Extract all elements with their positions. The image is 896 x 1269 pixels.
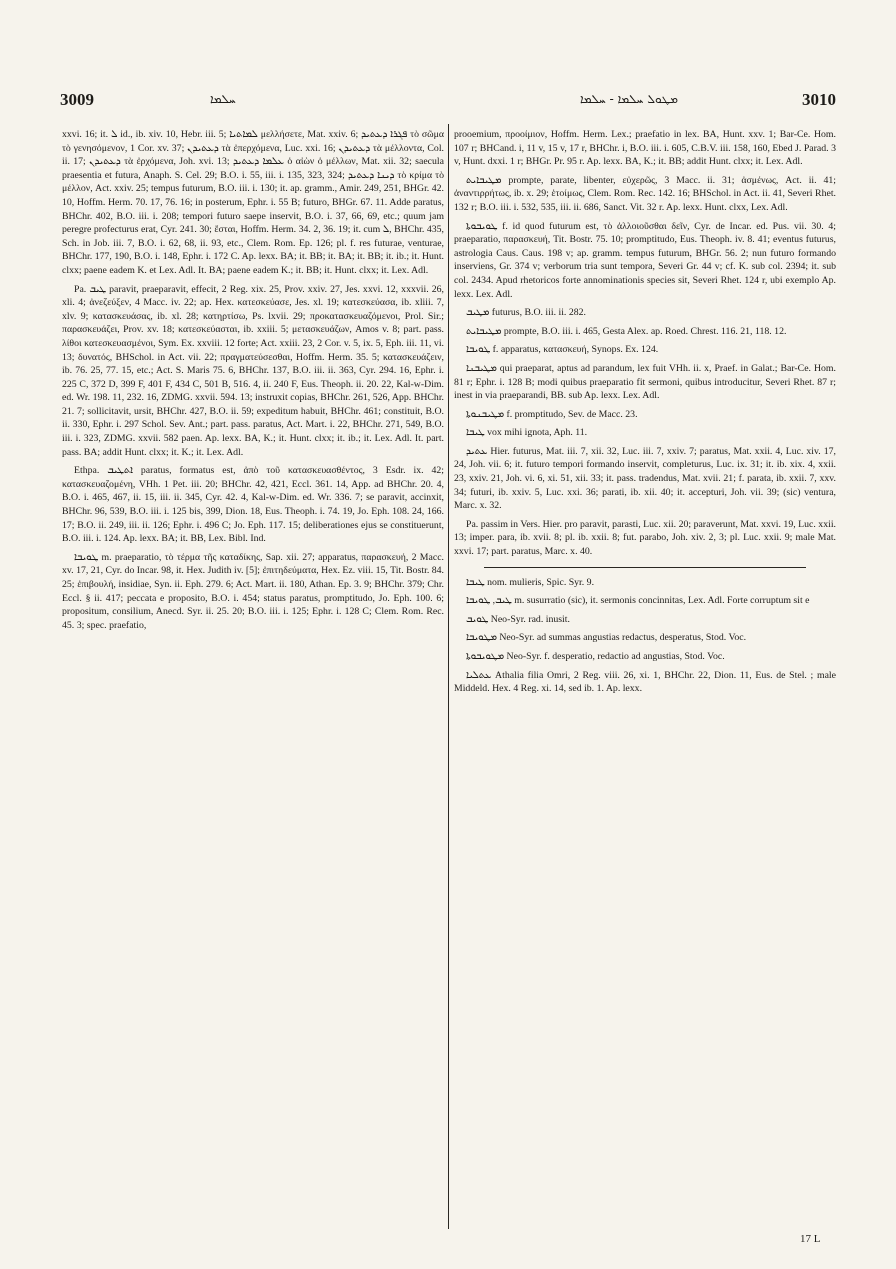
section-rule: [484, 567, 806, 568]
entry-paragraph: ܛܝܒ, ܛܘܝܒܐ m. susurratio (sic), it. sermonis concinnitas, Lex. Adl. Forte corruptum sit e: [466, 595, 810, 607]
entry-paragraph: xxvi. 16; it. ܠ id., ib. xiv. 10, Hebr. iii. 5; ܠܡܐܬܝܐ μελλήσετε, Mat. xxiv. 6; ܦܓܪܐ ܕܥܬܝܕ τὸ σῶμα τὸ γενησόμενον, 1 Cor. xv. 37; ܕܥܬܝܕܢ τὰ ἐπερχόμενα, Luc. xxi. 16; ܕܥܬܝܕܢ τὰ μέλλοντα, Col. ii. 17; ܕܥܬܝܕܢ τὰ ἐρχόμενα, Joh. xvi. 13; ܥܠܡܐ ܕܥܬܝܕ ὁ αἰὼν ὁ μέλλων, Mat. xii. 32; saecula praesentia et futura, Anaph. S. Cel. 29; B.O. i. 55, iii. i. 135, 323, 324; ܕܝܢܐ ܕܥܬܝܕ τὸ κρίμα τὸ μέλλον, Act. xxiv. 25; tempus futurum, B.O. iii. i. 130; it. ap. gramm., Amir. 249, 251, BHGr. 42. 10, Hoffm. Herm. 70. 17, 76. 16; in posterum, Ephr. i. 55 B; futuro, BHGr. 67. 11. Adde paratus, BHChr. 402, B.O. iii. i. 208; tempori futuro saepe inservit, B.O. i. 37, 66, 69, etc.; quum jam peregre profecturus erat, Cyr. 241. 30; ἔσται, Hoffm. Herm. 34. 2, 36. 19; it. cum ܠ, BHChr. 435, Sch. in Job. iii. 7, B.O. i. 62, 68, ii. 93, etc., Clem. Rom. Ep. 126; pl. f. res futurae, venturae, BHChr. 177, 190, B.O. i. 148, Ephr. i. 172 C. Ap. lexx. BA; it. BB; it. BA; it. BB; it. ib.; it. Hunt. clxx; paene eadem K. et Lex. Adl. It. BA; paene eadem K.; it. BB; it. Hunt. clxx; it. Lex. Adl.: [62, 129, 444, 276]
right-page-number: 3010: [802, 90, 836, 109]
left-page-number: 3009: [60, 90, 94, 109]
entry-paragraph: ܡܛܘܝܒܐ Neo-Syr. ad summas angustias redactus, desperatus, Stod. Voc.: [466, 632, 747, 644]
entry-paragraph: ܥܬܠܝܐ Athalia filia Omri, 2 Reg. viii. 26, xi. 1, BHChr. 22, Dion. 11, Eus. de Stel. ; male Middeld. Hex. 4 Reg. xi. 14, sed ib. 1. Ap. lexx.: [454, 669, 836, 695]
entry-paragraph: ܛܝܒܐ nom. mulieris, Spic. Syr. 9.: [466, 576, 595, 588]
entry-paragraph: ܡܛܝܒ futurus, B.O. iii. ii. 282.: [466, 307, 586, 319]
signature-mark: 17 L: [800, 1233, 821, 1245]
entry-paragraph: ܛܘܝܒܘܬܐ f. id quod futurum est, τὸ ἀλλοιοῦσθαι δεῖν, Cyr. de Incar. ed. Pus. vii. 30. 4; praeparatio, παρασκευή, Tit. Bostr. 75. 10; promptitudo, Eus. Theoph. iv. 8. 41; eventus futurus, astrologia Caus. Caus. 198 v; ap. gramm. tempus futurum, BHGr. 56. 2; nun futuro formando inserviens, Gr. 374 v; verborum tria sunt tempora, Severi Gr. 44 v; cf. K. sub col. 2394; it. sub col. 2434. Apud rhetoricos forte annominationis species sit, Severi Rhet. 124 r, ubi exemplo Ap. lexx. Lex. Adl.: [454, 220, 836, 300]
left-column: [62, 128, 444, 1238]
entry-paragraph: ܡܛܘܝܒܘܬܐ Neo-Syr. f. desperatio, redactio ad angustias, Stod. Voc.: [466, 651, 725, 662]
entry-paragraph: Pa. passim in Vers. Hier. pro paravit, parasti, Luc. xii. 20; paraverunt, Mat. xxvi. 19, Luc. xxii. 13; imper. para, ib. xvii. 8; pl. ib. xxii. 8; fut. parabo, Joh. xiv. 2, 3; pl. Luc. xxii. 9; male Mat. xxvi. 17; part. paratus, Marc. x. 40.: [454, 518, 836, 558]
right-column: [454, 128, 836, 1238]
entry-paragraph: prooemium, προοίμιον, Hoffm. Herm. Lex.; praefatio in lex. BA, Hunt. xxv. 1; Bar-Ce. Hom. 107 r; BHCand. i, 11 v, 15 v, 17 r, BHChr. i, B.O. iii. i. 605, C.B.V. iii. 158, 160, Ebed J. Parad. 3 v, Hunt. dxxi. 1 r; BHGr. Pr. 95 r. Ap. lexx. BA, K.; it. BB; addit Hunt. clxx; it. Lex. Adl.: [454, 129, 836, 168]
entry-paragraph: Ethpa. ܐܬܛܝܒ paratus, formatus est, ἀπὸ τοῦ κατασκευασθέντος, 3 Esdr. ix. 42; κατασκευαζομένη, VHh. 1 Pet. iii. 20; BHChr. 42, 421, Eccl. 361. 14, App. ad BHChr. 20. 4, B.O. i. 465, 467, ii. 15, iii. ii. 345, Cyr. 42. 4, Kal-w-Dim. ed. Wr. 336. 7; se paravit, accinxit, BHChr. 96, 539, B.O. iii. i. 125 bis, 399, Dion. 18, Eus. Theoph. i. 74. 19, Jo. Eph. 108. 24, 166. 17; B.O. ii. 249, iii. ii. 126; Ephr. i. 496 C; Jo. Eph. 117. 15; deliberationes ejus se constituerunt, B.O. iii. i. 124. Ap. lexx. BA; it. BB, Lex. Bibl. Ind.: [62, 465, 444, 545]
entry-paragraph: ܡܛܝܒܢܐ qui praeparat, aptus ad parandum, lex fuit VHh. ii. x, Praef. in Galat.; Bar-Ce. Hom. 81 r; Ephr. i. 128 B; modi quibus praeparatio fit sermoni, quibus introducitur, Severi Rhet. 87 r; inest in via praeparandi, BB. sub Ap. lexx. Lex. Adl.: [454, 362, 836, 402]
right-running-head: ܡܛܘܠ ܚܠܡܐ - ܚܠܡܐ: [580, 92, 678, 106]
entry-paragraph: ܛܘܝܒܐ f. apparatus, κατασκευή, Synops. Ex. 124.: [466, 344, 659, 356]
entry-paragraph: ܡܛܝܒܐܝܬ prompte, parate, libenter, εὐχερῶς, 3 Macc. ii. 31; ἀσμένως, Act. ii. 41; ἀναντιρρήτως, ib. x. 29; ἑτοίμως, Clem. Rom. Rec. 142. 16; BHSchol. in Act. ii. 41, Severi Rhet. 132 r; B.O. iii. i. 532, 535, iii. ii. 686, Sanct. Vit. 32 r. Ap. lexx. Hunt. clxx, Lex. Adl.: [454, 174, 836, 213]
page-header: [60, 90, 836, 114]
left-running-head: ܚܠܡܐ: [210, 92, 236, 106]
column-divider: [448, 124, 449, 1229]
entry-paragraph: ܛܝܒܐ vox mihi ignota, Aph. 11.: [466, 427, 588, 439]
entry-paragraph: ܡܛܝܒܐܝܬ prompte, B.O. iii. i. 465, Gesta Alex. ap. Roed. Chrest. 116. 21, 118. 12.: [466, 325, 787, 337]
entry-paragraph: ܛܘܝܒ Neo-Syr. rad. inusit.: [466, 613, 570, 625]
entry-paragraph: ܥܬܝܕ Hier. futurus, Mat. iii. 7, xii. 32, Luc. iii. 7, xxiv. 7; paratus, Mat. xxii. 4, Luc. xiv. 17, 24, Joh. vii. 6; it. futuro tempori formando inservit, completurus, Luc. ix. 31; it. ib. xix. 4, xxii. 23, xxiv. 21, Joh. vi. 6, xi. 51, xii. 33; it. pass. tradendus, Mat. xvii. 21; f. parata, ib. xxii. 7, xxv. 34; futuri, ib. xxiv. 5, Luc. xxi. 36; parati, ib. xii. 40; it. accepturi, Joh. vii. 39; (sic) ventura, Marc. x. 32.: [454, 445, 836, 512]
entry-paragraph: ܡܛܝܒܢܘܬܐ f. promptitudo, Sev. de Macc. 23.: [466, 408, 638, 420]
entry-paragraph: ܛܘܝܒܐ m. praeparatio, τὸ τέρμα τῆς καταδίκης, Sap. xii. 27; apparatus, παρασκευή, 2 Macc. xv. 17, 21, Cyr. do Incar. 98, it. Hex. Judith iv. [5]; ἐπιτηδεύματα, Hex. Ez. viii. 15, Tit. Bostr. 84. 25; ἐπιβουλή, insidiae, Syn. ii. Eph. 279. 6; Act. Mart. ii. 180, Athan. Ep. 3. 9; BHChr. 379; Chr. Eccl. § ii. 417; peccata e proposito, B.O. i. 454; status paratus, promptitudo, Jo. Eph. 100. 6; propositum, consilium, Anecd. Syr. ii. 25. 20; B.O. iii. i. 125; Ephr. i. 128 C; Clem. Rom. Rec. 45. 3; spec. praefatio,: [62, 551, 444, 631]
entry-paragraph: Pa. ܛܝܒ paravit, praeparavit, effecit, 2 Reg. xix. 25, Prov. xxiv. 27, Jes. xxvi. 12, xxxvii. 26, xli. 4; ἀνεζεύξεν, 4 Macc. iv. 22; ap. Hex. κατεσκεύασε, Jes. xl. 19; κατεσκεύασα, ib. xliii. 7, xlv. 9; κατασκευάσας, ib. xl. 28; κατηρτίσω, Ps. lxvii. 29; προκατασκευαζόμενοι, Prol. Sir.; παρασκευάζει, Prov. xv. 18; κατεσκεύασται, ib. xxiii. 5; μετασκευάζων, Amos v. 8; part. pass. λίθοι κατεσκευασμένοι, Sym. Ex. xxviii. 12 forte; Act. xxiii. 23, 2 Cor. v. 5, ix. 5, Eph. iii. 11, vi. 13; δυνατός, BHSchol. in Act. vii. 22; πραγματεύσεσθαι, Hoffm. Herm. 35. 5; κατασκευάζειν, ib. 76. 25, 77. 15, etc.; Act. S. Maris 75. 6, BHChr. 137, B.O. iii. ii. 363, Cyr. 294. 16, Ephr. i. 225 C, 372 D, 399 F, 401 F, 434 C, 501 B, 516. 4, ii. 240 F, Eus. Theoph. ii. 20. 22, Kal-w-Dim. ed. Wr. 198. 11, 232. 16, ZDMG. xxvii. 594. 13; instruxit copias, BHChr. 261, 526, App. BHChr. 21. 7; sollicitavit, ursit, BHChr. 427, B.O. ii. 59; expeditum habuit, BHChr. 461; constituit, B.O. ii. 330, Ephr. i. 297 Schol. Sev. Ant.; part. pass. paratus, Act. Mart. i. 22, BHChr. 271, 549, B.O. iii. i. 323, ZDMG. xxvii. 582 paen. Ap. lexx. BA, K.; it. Hunt. clxx; it. ib.; it. Lex. Adl. It. part. pass. BA; addit Hunt. clxx; it. K.; it. Lex. Adl.: [62, 283, 444, 458]
